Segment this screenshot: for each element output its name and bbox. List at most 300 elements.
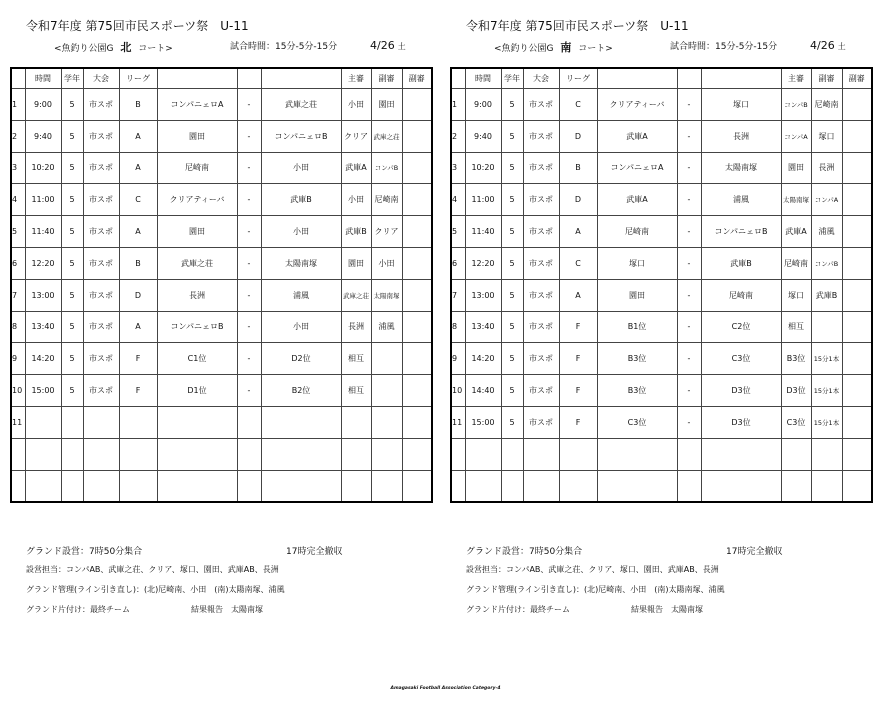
header-assistant-1: 副審	[811, 68, 842, 89]
cell-vs: -	[677, 216, 701, 248]
cell-referee: 長洲	[341, 311, 371, 343]
cell-assistant-1: 浦風	[811, 216, 842, 248]
cell-away-team: C3位	[701, 343, 781, 375]
cell-vs: -	[677, 152, 701, 184]
cell-time: 14:20	[465, 343, 501, 375]
cell-league: A	[119, 216, 157, 248]
cell-home-team: コンパニェロA	[597, 152, 677, 184]
setup-time-note	[26, 544, 343, 557]
cell-grade	[61, 438, 83, 470]
header-away-team	[261, 68, 341, 89]
cell-home-team: B1位	[597, 311, 677, 343]
cell-away-team: D3位	[701, 375, 781, 407]
cell-vs: -	[237, 152, 261, 184]
cell-assistant-1: 園田	[371, 89, 402, 121]
cleanup-text: グランド片付け：最終チーム	[466, 605, 570, 614]
cell-vs: -	[237, 375, 261, 407]
cell-assistant-1: 小田	[371, 247, 402, 279]
cell-referee: 小田	[341, 184, 371, 216]
cell-away-team: 小田	[261, 152, 341, 184]
cell-referee: コンパB	[781, 89, 811, 121]
cell-vs: -	[237, 89, 261, 121]
cell-time	[465, 470, 501, 502]
cell-vs: -	[237, 343, 261, 375]
cell-referee: 相互	[781, 311, 811, 343]
cell-time: 11:00	[465, 184, 501, 216]
cell-tournament: 市スポ	[83, 279, 119, 311]
table-row	[11, 470, 432, 502]
cell-away-team: 小田	[261, 216, 341, 248]
cell-assistant-1	[371, 375, 402, 407]
cell-match-no	[11, 470, 25, 502]
cell-time: 12:20	[465, 247, 501, 279]
cell-tournament: 市スポ	[523, 375, 559, 407]
cell-league: F	[119, 343, 157, 375]
cell-time: 11:00	[25, 184, 61, 216]
cell-assistant-1: 尼崎南	[811, 89, 842, 121]
cell-assistant-1: 太陽南塚	[371, 279, 402, 311]
header-match-no	[451, 68, 465, 89]
cell-assistant-1: 塚口	[811, 120, 842, 152]
cell-league: B	[119, 247, 157, 279]
cell-home-team: クリアティーバ	[597, 89, 677, 121]
cell-vs: -	[237, 279, 261, 311]
cell-assistant-2	[402, 89, 432, 121]
cell-league: A	[559, 279, 597, 311]
cell-tournament	[523, 438, 559, 470]
cell-vs: -	[677, 311, 701, 343]
cell-away-team: 武庫B	[701, 247, 781, 279]
cell-assistant-1	[371, 343, 402, 375]
table-row	[451, 184, 872, 216]
cell-match-no: 6	[451, 247, 465, 279]
cell-match-no: 10	[11, 375, 25, 407]
cell-time	[25, 406, 61, 438]
header-home-team	[157, 68, 237, 89]
cell-assistant-2	[842, 216, 872, 248]
cell-time: 15:00	[465, 406, 501, 438]
cell-home-team: コンパニェロA	[157, 89, 237, 121]
cell-match-no: 8	[451, 311, 465, 343]
header-home-team	[597, 68, 677, 89]
cell-time: 14:20	[25, 343, 61, 375]
footer-credit: Amagasaki Football Association Category-4	[390, 686, 501, 691]
cell-assistant-2	[402, 279, 432, 311]
cell-vs: -	[237, 120, 261, 152]
table-row	[11, 311, 432, 343]
cell-tournament: 市スポ	[523, 279, 559, 311]
cell-league: F	[559, 311, 597, 343]
cell-match-no	[451, 470, 465, 502]
cell-away-team: 長洲	[701, 120, 781, 152]
date-label	[370, 39, 406, 52]
cell-match-no: 7	[11, 279, 25, 311]
cell-assistant-2	[402, 152, 432, 184]
cell-grade: 5	[501, 343, 523, 375]
cell-away-team: B2位	[261, 375, 341, 407]
cell-time: 14:40	[465, 375, 501, 407]
table-row	[451, 247, 872, 279]
withdraw-time: 17時完全撤収	[286, 547, 343, 557]
cell-referee: クリア	[341, 120, 371, 152]
cell-away-team: 小田	[261, 311, 341, 343]
cell-tournament: 市スポ	[523, 89, 559, 121]
cell-league: C	[559, 247, 597, 279]
cell-tournament: 市スポ	[83, 247, 119, 279]
cell-league: B	[119, 89, 157, 121]
cell-league	[119, 406, 157, 438]
cell-match-no: 3	[451, 152, 465, 184]
cell-match-no: 11	[11, 406, 25, 438]
cell-home-team: 園田	[597, 279, 677, 311]
cell-tournament: 市スポ	[83, 375, 119, 407]
cell-assistant-2	[842, 279, 872, 311]
cell-tournament: 市スポ	[523, 247, 559, 279]
cell-away-team: 武庫B	[261, 184, 341, 216]
cell-assistant-1: 浦風	[371, 311, 402, 343]
cell-referee: D3位	[781, 375, 811, 407]
table-row	[11, 343, 432, 375]
cell-grade: 5	[501, 311, 523, 343]
cell-away-team	[701, 438, 781, 470]
cell-grade: 5	[501, 152, 523, 184]
table-row	[11, 247, 432, 279]
cell-assistant-1: 長洲	[811, 152, 842, 184]
header-assistant-1: 副審	[371, 68, 402, 89]
cell-assistant-2	[402, 406, 432, 438]
cell-away-team: D3位	[701, 406, 781, 438]
cell-time: 13:40	[25, 311, 61, 343]
cell-referee: 武庫A	[781, 216, 811, 248]
cell-time: 10:20	[465, 152, 501, 184]
cell-vs: -	[677, 375, 701, 407]
venue-label	[54, 39, 173, 55]
withdraw-time: 17時完全撤収	[726, 547, 783, 557]
cell-assistant-2	[842, 438, 872, 470]
cell-tournament: 市スポ	[523, 343, 559, 375]
cell-grade: 5	[501, 216, 523, 248]
cell-referee	[341, 470, 371, 502]
cell-tournament: 市スポ	[83, 89, 119, 121]
cell-vs: -	[677, 247, 701, 279]
cell-referee: コンパA	[781, 120, 811, 152]
table-row	[451, 470, 872, 502]
cell-match-no	[451, 438, 465, 470]
cell-away-team: コンパニェロB	[261, 120, 341, 152]
cell-home-team: D1位	[157, 375, 237, 407]
cell-tournament: 市スポ	[83, 311, 119, 343]
cell-league: A	[559, 216, 597, 248]
cell-grade: 5	[61, 120, 83, 152]
match-time-label: 試合時間：15分-5分-15分	[670, 42, 778, 52]
cell-vs	[237, 438, 261, 470]
cell-home-team: クリアティーバ	[157, 184, 237, 216]
cell-league: F	[119, 375, 157, 407]
cell-home-team: 長洲	[157, 279, 237, 311]
cell-assistant-2	[402, 247, 432, 279]
cell-grade: 5	[61, 311, 83, 343]
table-row	[11, 89, 432, 121]
cell-time: 9:00	[25, 89, 61, 121]
cell-tournament	[523, 470, 559, 502]
cell-time: 9:00	[465, 89, 501, 121]
setup-time: グランド設営：7時50分集合	[466, 547, 583, 557]
cell-vs: -	[237, 216, 261, 248]
cell-referee: 武庫之荘	[341, 279, 371, 311]
cell-time: 9:40	[25, 120, 61, 152]
cell-assistant-2	[842, 89, 872, 121]
day-value: 土	[837, 42, 846, 51]
cell-league	[559, 470, 597, 502]
cell-home-team: C3位	[597, 406, 677, 438]
cleanup-text: グランド片付け：最終チーム	[26, 605, 130, 614]
cell-assistant-2	[402, 343, 432, 375]
cell-match-no: 1	[11, 89, 25, 121]
cell-vs: -	[677, 184, 701, 216]
cell-home-team	[157, 406, 237, 438]
table-row	[451, 438, 872, 470]
cell-grade: 5	[61, 216, 83, 248]
cell-referee: 武庫A	[341, 152, 371, 184]
cell-match-no: 9	[11, 343, 25, 375]
setup-time-note	[466, 544, 783, 557]
cell-assistant-1: コンパB	[371, 152, 402, 184]
cell-vs	[677, 438, 701, 470]
cell-away-team	[701, 470, 781, 502]
cell-assistant-2	[842, 375, 872, 407]
cell-referee: 園田	[341, 247, 371, 279]
cell-home-team: C1位	[157, 343, 237, 375]
header-assistant-2: 副審	[842, 68, 872, 89]
cell-grade: 5	[61, 247, 83, 279]
cell-assistant-1: 15分1本	[811, 375, 842, 407]
cell-vs	[237, 470, 261, 502]
cell-referee	[341, 406, 371, 438]
cell-assistant-2	[842, 184, 872, 216]
cell-assistant-2	[842, 343, 872, 375]
cell-assistant-2	[402, 216, 432, 248]
header-time: 時間	[25, 68, 61, 89]
cell-assistant-1: 武庫之荘	[371, 120, 402, 152]
court-name: 北	[120, 41, 132, 54]
cell-tournament: 市スポ	[523, 406, 559, 438]
cell-tournament: 市スポ	[523, 120, 559, 152]
cell-grade: 5	[61, 375, 83, 407]
cell-assistant-2	[842, 152, 872, 184]
cell-home-team: コンパニェロB	[157, 311, 237, 343]
cell-home-team: 尼崎南	[157, 152, 237, 184]
header-grade: 学年	[61, 68, 83, 89]
cell-away-team: コンパニェロB	[701, 216, 781, 248]
cell-referee	[781, 438, 811, 470]
cell-assistant-2	[842, 311, 872, 343]
table-row	[11, 120, 432, 152]
cell-away-team: 太陽南塚	[701, 152, 781, 184]
cell-away-team: 太陽南塚	[261, 247, 341, 279]
header-tournament: 大会	[523, 68, 559, 89]
cell-away-team: 武庫之荘	[261, 89, 341, 121]
cell-tournament: 市スポ	[523, 184, 559, 216]
cell-referee: C3位	[781, 406, 811, 438]
cell-home-team: B3位	[597, 343, 677, 375]
page-title: 令和7年度 第75回市民スポーツ祭 U-11	[466, 19, 689, 33]
cell-home-team: 武庫A	[597, 184, 677, 216]
cell-home-team: B3位	[597, 375, 677, 407]
cell-match-no: 11	[451, 406, 465, 438]
date-value: 4/26	[370, 39, 395, 52]
cell-league: C	[119, 184, 157, 216]
cell-match-no: 4	[451, 184, 465, 216]
cell-assistant-2	[402, 470, 432, 502]
cell-grade: 5	[501, 247, 523, 279]
cell-match-no	[11, 438, 25, 470]
cell-assistant-2	[402, 120, 432, 152]
cell-time: 11:40	[25, 216, 61, 248]
cell-referee	[781, 470, 811, 502]
cell-time: 13:00	[465, 279, 501, 311]
cell-time: 9:40	[465, 120, 501, 152]
cell-match-no: 6	[11, 247, 25, 279]
report-text: 結果報告 太陽南塚	[631, 605, 703, 614]
cell-referee: 尼崎南	[781, 247, 811, 279]
cell-tournament: 市スポ	[83, 216, 119, 248]
cell-away-team: 浦風	[701, 184, 781, 216]
table-row	[451, 375, 872, 407]
cell-referee: 園田	[781, 152, 811, 184]
cell-assistant-1: 武庫B	[811, 279, 842, 311]
cell-vs: -	[237, 311, 261, 343]
cell-match-no: 5	[11, 216, 25, 248]
cell-match-no: 7	[451, 279, 465, 311]
table-row	[451, 406, 872, 438]
table-row	[451, 343, 872, 375]
cell-match-no: 5	[451, 216, 465, 248]
cell-vs: -	[237, 247, 261, 279]
cell-assistant-1: 尼崎南	[371, 184, 402, 216]
cell-home-team	[597, 438, 677, 470]
court-suffix: コート>	[138, 44, 173, 54]
header-league: リーグ	[559, 68, 597, 89]
cell-referee	[341, 438, 371, 470]
cell-tournament: 市スポ	[83, 343, 119, 375]
cell-match-no: 2	[11, 120, 25, 152]
cell-home-team: 園田	[157, 216, 237, 248]
header-referee: 主審	[781, 68, 811, 89]
cell-league: D	[119, 279, 157, 311]
cell-match-no: 9	[451, 343, 465, 375]
match-time-label: 試合時間：15分-5分-15分	[230, 42, 338, 52]
cell-league: D	[559, 120, 597, 152]
cell-league: B	[559, 152, 597, 184]
cell-league	[119, 470, 157, 502]
cell-tournament	[83, 470, 119, 502]
venue-label	[494, 39, 613, 55]
cell-tournament: 市スポ	[523, 311, 559, 343]
cell-match-no: 1	[451, 89, 465, 121]
cell-league: A	[119, 152, 157, 184]
table-row	[451, 216, 872, 248]
ground-management-note: グランド管理(ライン引き直し)：(北)尼崎南、小田 (南)太陽南塚、浦風	[26, 585, 285, 594]
cell-away-team: 浦風	[261, 279, 341, 311]
cell-time	[25, 438, 61, 470]
cleanup-note	[26, 604, 263, 615]
cell-tournament: 市スポ	[523, 152, 559, 184]
cell-time	[25, 470, 61, 502]
cell-vs: -	[237, 184, 261, 216]
schedule-table	[10, 67, 433, 503]
cell-assistant-2	[842, 120, 872, 152]
table-row	[451, 311, 872, 343]
schedule-table	[450, 67, 873, 503]
cell-league: C	[559, 89, 597, 121]
cell-home-team	[157, 470, 237, 502]
cell-grade: 5	[501, 375, 523, 407]
cell-tournament	[83, 406, 119, 438]
cell-assistant-1: 15分1本	[811, 343, 842, 375]
cell-grade	[61, 470, 83, 502]
header-vs	[677, 68, 701, 89]
cell-home-team: 武庫之荘	[157, 247, 237, 279]
cell-assistant-1: コンパA	[811, 184, 842, 216]
cell-tournament	[83, 438, 119, 470]
cell-vs: -	[677, 120, 701, 152]
header-league: リーグ	[119, 68, 157, 89]
cell-home-team: 園田	[157, 120, 237, 152]
setup-staff-note: 設営担当：コンパAB、武庫之荘、クリア、塚口、園田、武庫AB、長洲	[466, 565, 719, 574]
cell-assistant-1	[371, 470, 402, 502]
cell-assistant-1	[811, 470, 842, 502]
cell-assistant-1: コンパB	[811, 247, 842, 279]
cell-vs: -	[677, 279, 701, 311]
cell-grade: 5	[501, 120, 523, 152]
cell-vs: -	[677, 406, 701, 438]
cell-away-team	[261, 470, 341, 502]
cell-vs: -	[677, 89, 701, 121]
table-row	[11, 438, 432, 470]
cell-assistant-1	[371, 406, 402, 438]
cell-assistant-1	[811, 311, 842, 343]
cell-home-team: 尼崎南	[597, 216, 677, 248]
setup-time: グランド設営：7時50分集合	[26, 547, 143, 557]
cell-tournament: 市スポ	[83, 152, 119, 184]
cell-grade: 5	[501, 89, 523, 121]
table-row	[11, 375, 432, 407]
cell-assistant-2	[402, 438, 432, 470]
cell-assistant-2	[402, 375, 432, 407]
header-away-team	[701, 68, 781, 89]
table-row	[11, 152, 432, 184]
cell-league: F	[559, 406, 597, 438]
cell-time: 10:20	[25, 152, 61, 184]
cell-assistant-2	[842, 470, 872, 502]
day-value: 土	[397, 42, 406, 51]
cell-league: D	[559, 184, 597, 216]
cell-match-no: 3	[11, 152, 25, 184]
cell-grade: 5	[61, 279, 83, 311]
cell-away-team: 塚口	[701, 89, 781, 121]
cell-assistant-2	[402, 184, 432, 216]
cell-assistant-2	[402, 311, 432, 343]
header-grade: 学年	[501, 68, 523, 89]
cell-grade: 5	[501, 279, 523, 311]
venue-prefix: <魚釣り公園G	[494, 44, 554, 54]
cell-away-team: D2位	[261, 343, 341, 375]
cell-home-team: 武庫A	[597, 120, 677, 152]
cell-league: A	[119, 311, 157, 343]
cell-match-no: 4	[11, 184, 25, 216]
cell-referee: 太陽南塚	[781, 184, 811, 216]
cell-assistant-1: クリア	[371, 216, 402, 248]
